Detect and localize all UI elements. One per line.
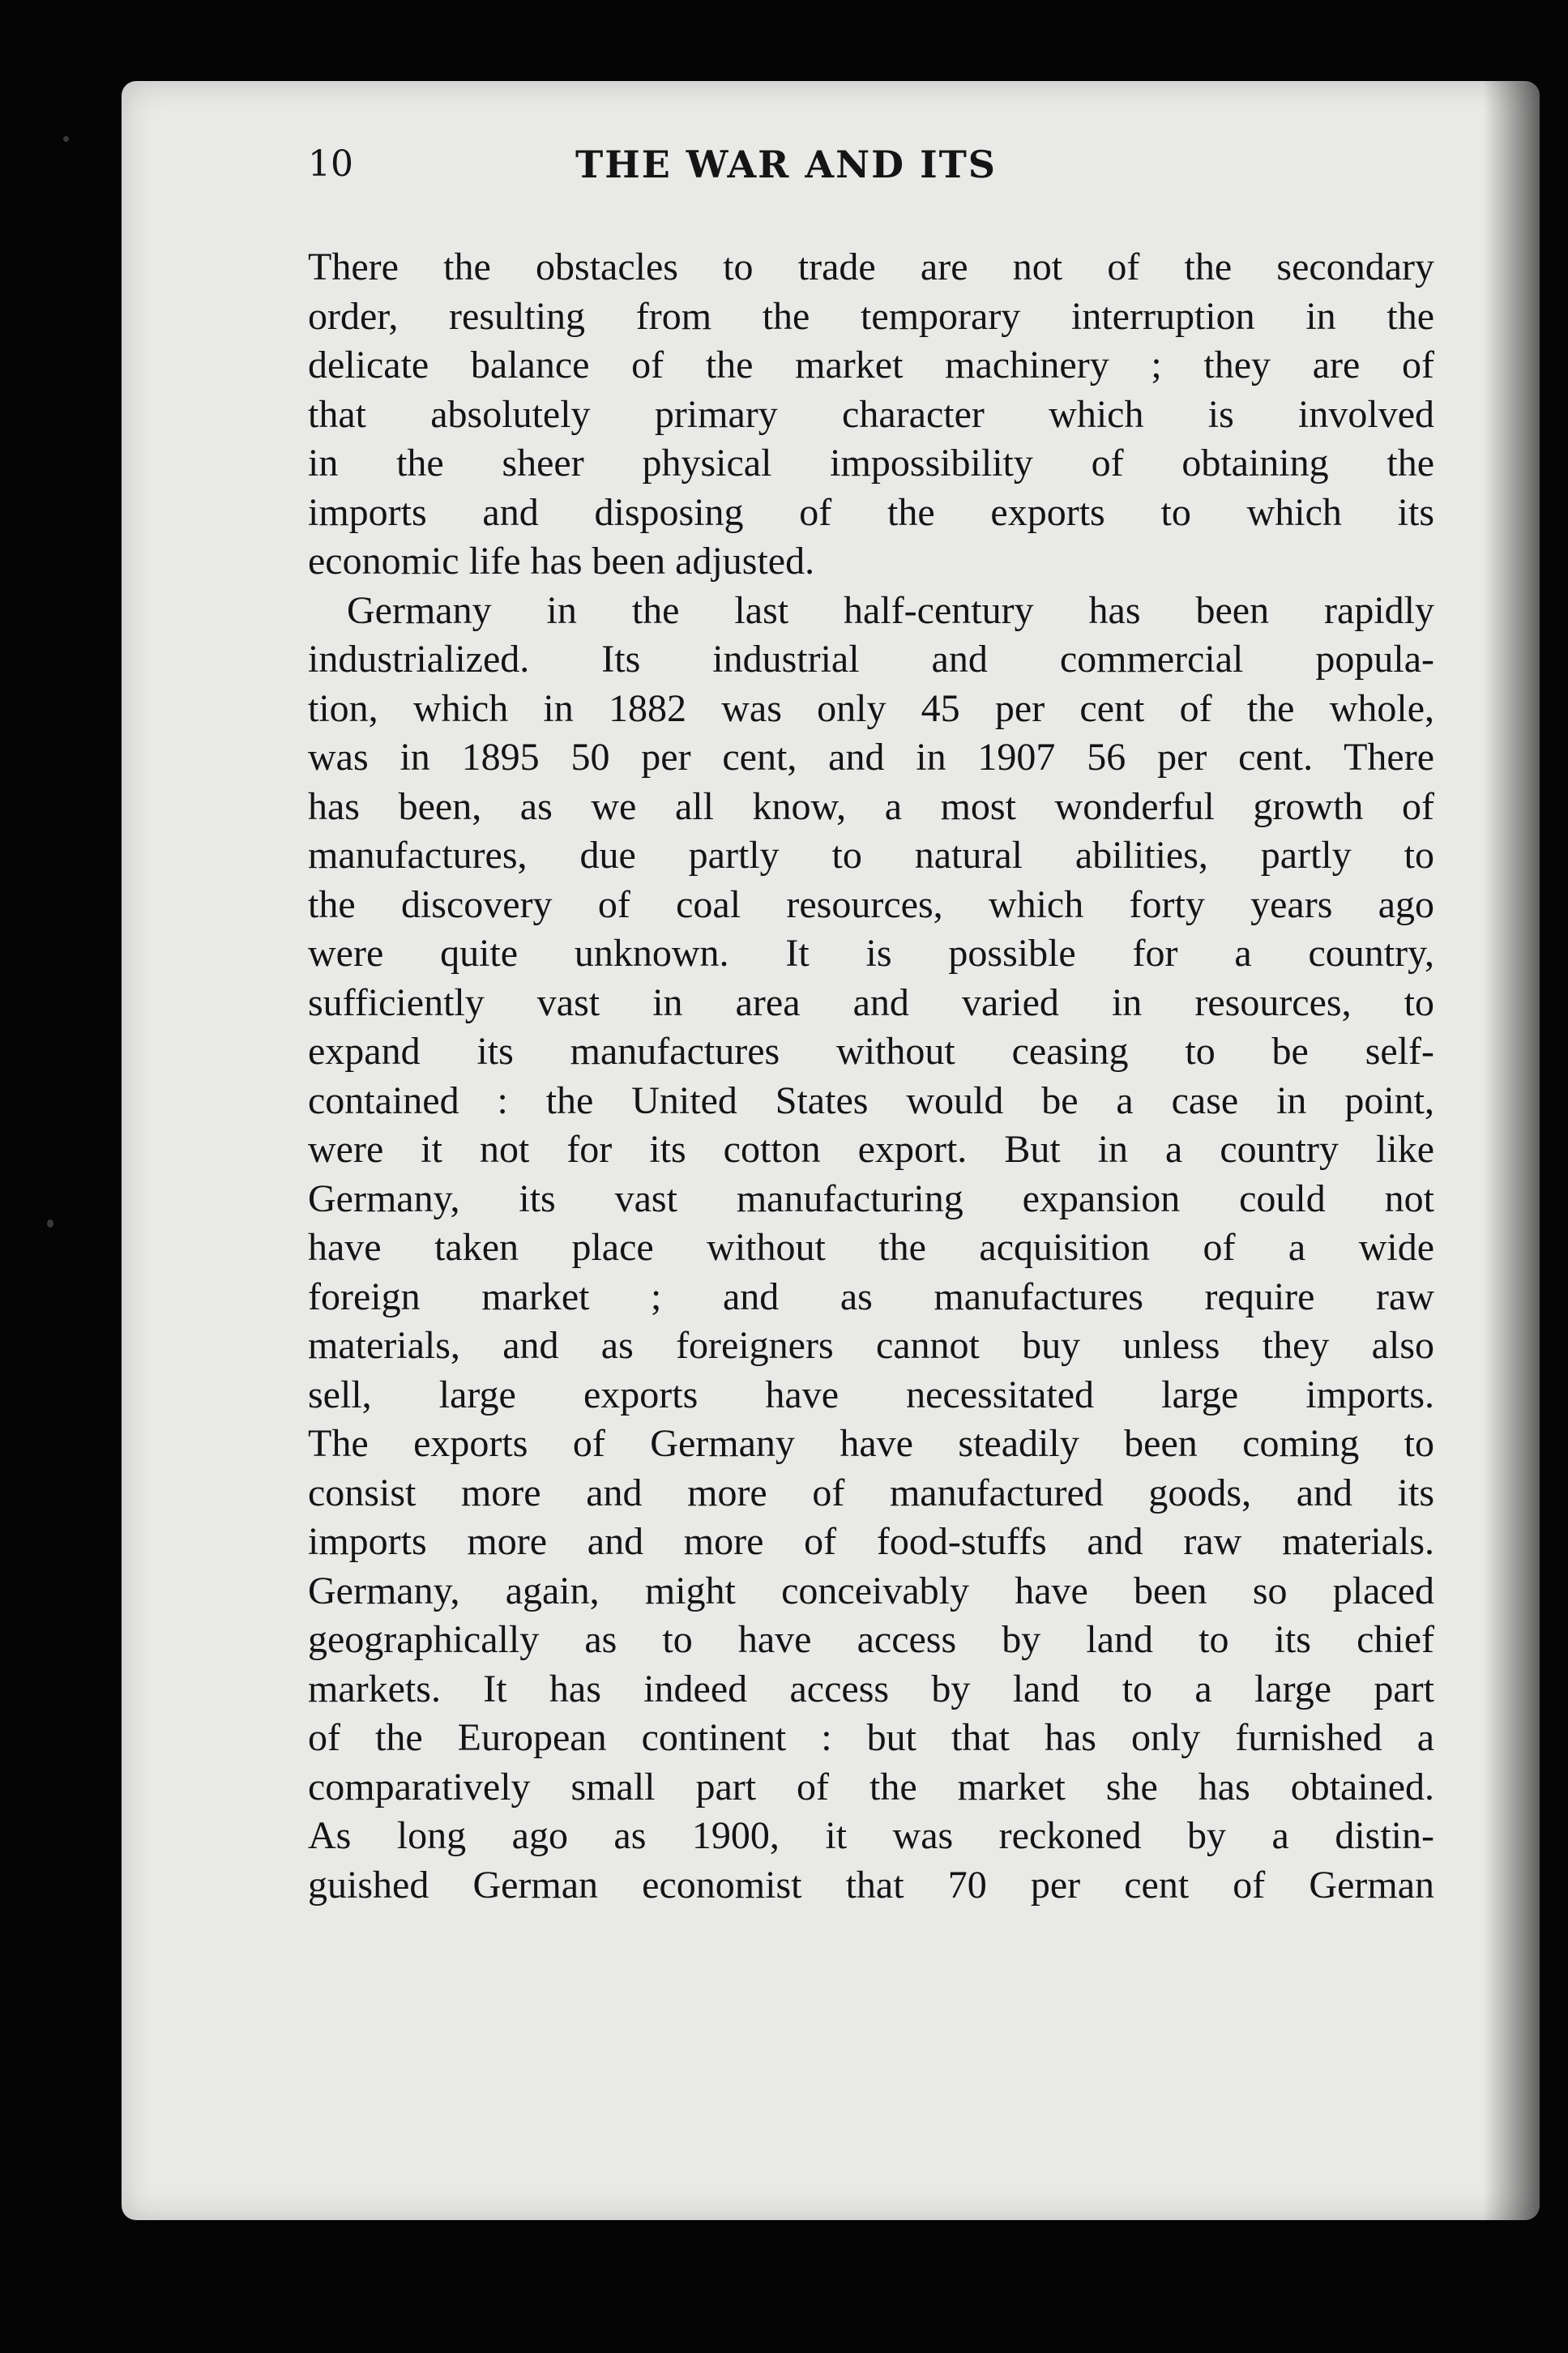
text-line: contained : the United States would be a case in point, — [308, 1078, 1434, 1122]
text-line: expand its manufactures without ceasing to be self- — [308, 1030, 1434, 1073]
text-line: tion, which in 1882 was only 45 per cent of the whole, — [308, 686, 1434, 730]
text-line: were it not for its cotton export. But in a country like — [308, 1128, 1434, 1171]
page-binding-shadow — [1483, 81, 1540, 2220]
text-line: industrialized. Its industrial and commercial popula- — [308, 638, 1434, 681]
text-line: foreign market ; and as manufactures require raw — [308, 1275, 1434, 1318]
text-line: comparatively small part of the market she has obtained. — [308, 1765, 1434, 1809]
text-line: consist more and more of manufactured goods, and its — [308, 1471, 1434, 1514]
running-title: THE WAR AND ITS — [575, 143, 998, 186]
text-line: of the European continent : but that has only furnished a — [308, 1716, 1434, 1759]
text-line: imports and disposing of the exports to which its — [308, 490, 1434, 534]
text-line: markets. It has indeed access by land to a large part — [308, 1667, 1434, 1710]
text-line: imports more and more of food-stuffs and raw materials. — [308, 1520, 1434, 1563]
text-line: Germany, again, might conceivably have been so placed — [308, 1569, 1434, 1612]
text-line: the discovery of coal resources, which forty years ago — [308, 882, 1434, 926]
text-line: that absolutely primary character which is involved — [308, 392, 1434, 436]
text-line: was in 1895 50 per cent, and in 1907 56 per cent. There — [308, 736, 1434, 779]
text-line: has been, as we all know, a most wonderful growth of — [308, 784, 1434, 828]
text-line: manufactures, due partly to natural abilities, partly to — [308, 834, 1434, 877]
text-line: The exports of Germany have steadily been coming to — [308, 1422, 1434, 1465]
scan-speck — [47, 1219, 53, 1228]
page-header — [308, 136, 1434, 193]
text-line: Germany, its vast manufacturing expansion could not — [308, 1176, 1434, 1220]
scan-speck — [63, 136, 69, 142]
text-line: As long ago as 1900, it was reckoned by a distin- — [308, 1814, 1434, 1857]
page-number: 10 — [308, 143, 353, 185]
text-line: economic life has been adjusted. — [308, 540, 815, 583]
text-line: order, resulting from the temporary interruption in the — [308, 294, 1434, 338]
text-line: delicate balance of the market machinery ; they are of — [308, 344, 1434, 386]
text-line: materials, and as foreigners cannot buy unless they also — [308, 1324, 1434, 1367]
text-line: Germany in the last half-century has been rapidly — [347, 588, 1434, 632]
text-line: in the sheer physical impossibility of obtaining the — [308, 442, 1434, 485]
text-line: geographically as to have access by land to its chief — [308, 1618, 1434, 1661]
text-line: sufficiently vast in area and varied in resources, to — [308, 980, 1434, 1024]
text-line: There the obstacles to trade are not of the secondary — [308, 246, 1434, 288]
body-text — [308, 243, 1434, 1910]
text-line: sell, large exports have necessitated large imports. — [308, 1373, 1434, 1416]
text-line: guished German economist that 70 per cent of German — [308, 1863, 1434, 1907]
text-line: have taken place without the acquisition of a wide — [308, 1226, 1434, 1269]
text-line: were quite unknown. It is possible for a country, — [308, 932, 1434, 975]
